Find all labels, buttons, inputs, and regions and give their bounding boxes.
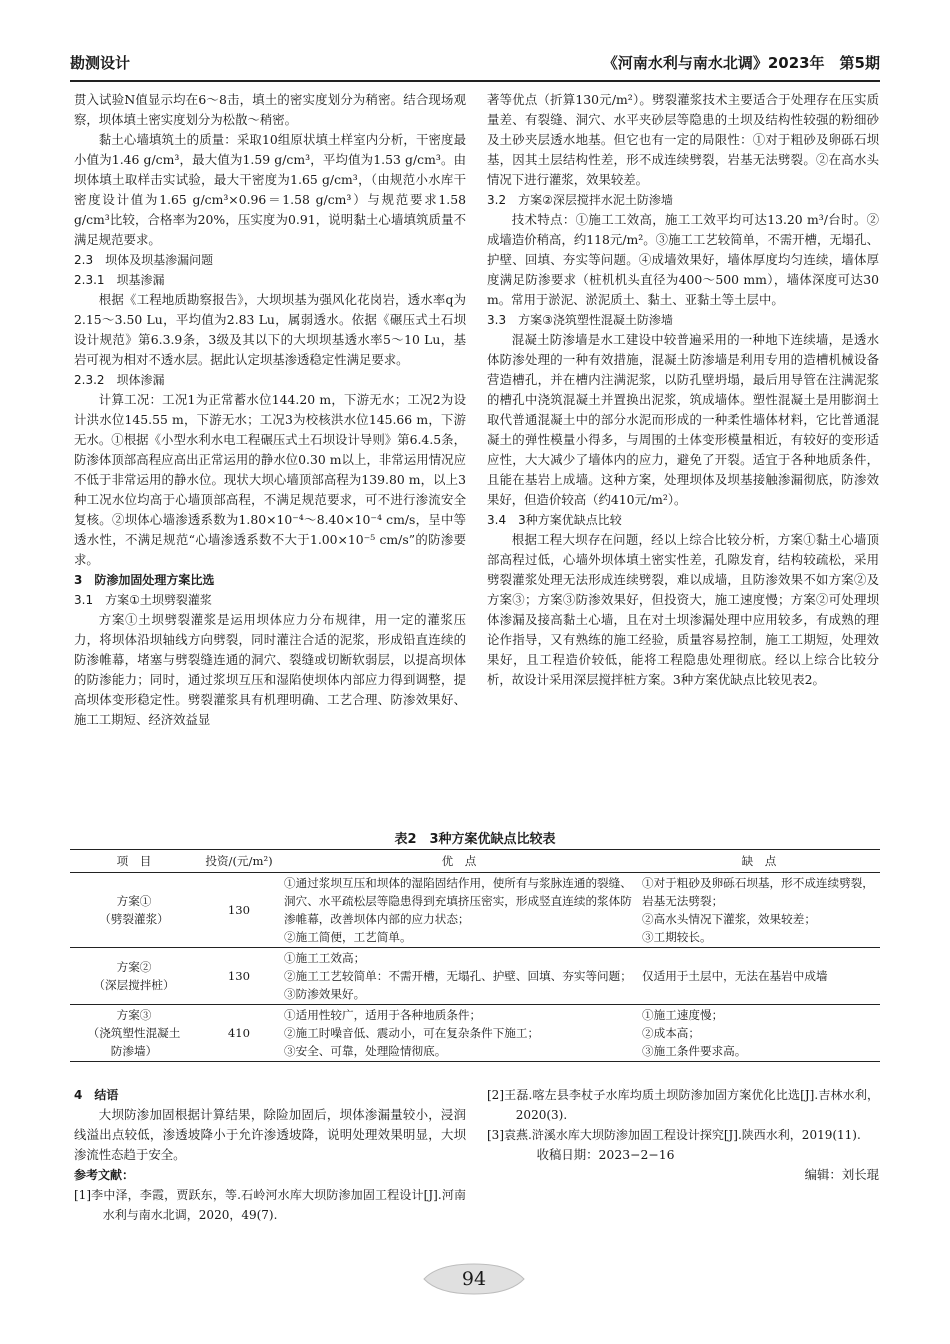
left-column-bottom bbox=[74, 1085, 466, 1225]
table-header-row bbox=[70, 850, 880, 873]
disadvantage-item: ①对于粗砂及卵砾石坝基，形不成连续劈裂，岩基无法劈裂； bbox=[642, 876, 874, 908]
reference-item: [2]王磊.喀左县李杖子水库均质土坝防渗加固方案优化比选[J].吉林水利，2020(3). bbox=[487, 1088, 879, 1122]
running-head-journal: 《河南水利与南水北调》2023年 第5期 bbox=[602, 54, 880, 72]
section-heading: 2.3 坝体及坝基渗漏问题 bbox=[74, 253, 214, 267]
header-cons: 缺 点 bbox=[638, 850, 880, 873]
body-paragraph: 方案①土坝劈裂灌浆是运用坝体应力分布规律，用一定的灌浆压力，将坝体沿坝轴线方向劈裂，同时灌注合适的泥浆，形成铅直连续的防渗帷幕，堵塞与劈裂缝连通的洞穴、裂缝或切断软弱层，以提高坝体的防渗能力；同时，通过浆坝互压和湿陷使坝体内部应力得到调整，提高坝体变形稳定性。劈裂灌浆具有机理明确、工艺合理、防渗效果好、施工工期短、经济效益显 bbox=[74, 612, 466, 727]
scheme-cost: 130 bbox=[198, 948, 280, 1005]
running-head-section: 勘测设计 bbox=[70, 54, 131, 72]
section-heading: 3 防渗加固处理方案比选 bbox=[74, 573, 215, 587]
references-heading: 参考文献： bbox=[74, 1168, 135, 1182]
section-heading: 3.1 方案①土坝劈裂灌浆 bbox=[74, 593, 212, 607]
disadvantage-item: ①施工速度慢； bbox=[642, 1008, 724, 1022]
received-date: 收稿日期：2023−2−16 bbox=[536, 1147, 675, 1162]
header-pros: 优 点 bbox=[280, 850, 638, 873]
scheme-name bbox=[70, 948, 198, 1005]
body-paragraph: 根据工程大坝存在问题，经以上综合比较分析，方案①黏土心墙顶部高程过低，心墙外坝体填土密实性差，孔隙发育，结构较疏松，采用劈裂灌浆处理无法形成连续劈裂，难以成墙，且防渗效果不如方案②及方案③；方案③防渗效果好，但投资大，施工速度慢；方案②可处理坝体渗漏及接高黏土心墙，且在对土坝渗漏处理中应用较多，有成熟的理论作指导，又有熟练的施工经验，质量容易控制，施工工期短，处理效果好，且工程造价较低，能将工程隐患处理彻底。经以上综合比较分析，故设计采用深层搅拌桩方案。3种方案优缺点比较见表2。 bbox=[487, 532, 879, 687]
table-title: 表2 3种方案优缺点比较表 bbox=[394, 832, 556, 847]
header-cost: 投资/(元/m²) bbox=[198, 850, 280, 873]
table-row bbox=[70, 948, 880, 1005]
scheme-pros bbox=[280, 948, 638, 1005]
body-paragraph: 计算工况：工况1为正常蓄水位144.20 m，下游无水；工况2为设计洪水位145.55 m，下游无水；工况3为校核洪水位145.66 m，下游无水。①根据《小型水利水电工程碾压式土石坝设计导则》第6.4.5条，防渗体顶部高程应高出正常运用的静水位0.30 m以上，非常运用情况应不低于非常运用的静水位。现状大坝心墙顶部高程为139.80 m，以上3种工况水位均高于心墙顶部高程，不满足规范要求，可不进行渗流安全复核。②坝体心墙渗透系数为1.80×10⁻⁴～8.40×10⁻⁴ cm/s，呈中等透水性，不满足规范“心墙渗透系数不大于1.00×10⁻⁵ cm/s”的防渗要求。 bbox=[74, 392, 466, 567]
page-number-text: 94 bbox=[461, 1268, 487, 1290]
scheme-name-line: 方案③ bbox=[116, 1008, 152, 1022]
section-heading: 3.4 3种方案优缺点比较 bbox=[487, 513, 622, 527]
scheme-name-line: （深层搅拌桩） bbox=[93, 978, 175, 992]
scheme-cons bbox=[638, 948, 880, 1005]
scheme-name-line: 防渗墙） bbox=[110, 1044, 158, 1058]
body-paragraph: 混凝土防渗墙是水工建设中较普遍采用的一种地下连续墙，是透水体防渗处理的一种有效措施，混凝土防渗墙是利用专用的造槽机械设备营造槽孔，并在槽内注满泥浆，以防孔壁坍塌，最后用导管在注满泥浆的槽孔中浇筑混凝土并置换出泥浆，筑成墙体。塑性混凝土是用膨润土取代普通混凝土中的部分水泥而形成的一种柔性墙体材料，它比普通混凝土的弹性模量小得多，与周围的土体变形模量相近，有较好的变形适应性，大大减少了墙体内的应力，避免了开裂。适宜于各种地质条件，且能在基岩上成墙。这种方案，处理坝体及坝基接触渗漏彻底，防渗效果好，但造价较高（约410元/m²）。 bbox=[487, 332, 879, 507]
body-paragraph: 著等优点（折算130元/m²）。劈裂灌浆技术主要适合于处理存在压实质量差、有裂缝、洞穴、水平夹砂层等隐患的土坝及结构性较强的粉细砂及土砂夹层透水地基。但它也有一定的局限性：①对于粗砂及卵砾石坝基，因其土层结构性差，形不成连续劈裂，岩基无法劈裂。②在高水头情况下进行灌浆，效果较差。 bbox=[487, 92, 879, 187]
advantage-item: ①通过浆坝互压和坝体的湿陷固结作用，使所有与浆脉连通的裂缝、洞穴、水平疏松层等隐患得到充填挤压密实，形成竖直连续的浆体防渗帷幕，改善坝体内部的应力状态； bbox=[284, 876, 632, 926]
disadvantage-item: ②高水头情况下灌浆，效果较差； bbox=[642, 912, 816, 926]
scheme-cost: 130 bbox=[198, 873, 280, 948]
left-column bbox=[74, 90, 466, 730]
advantage-item: ②施工工艺较简单：不需开槽，无塌孔、护壁、回填、夯实等问题； bbox=[284, 969, 632, 983]
conclusion-text: 大坝防渗加固根据计算结果，除险加固后，坝体渗漏量较小，浸润线溢出点较低，渗透坡降小于允许渗透坡降，说明处理效果明显，大坝渗流性态趋于安全。 bbox=[74, 1107, 466, 1162]
advantage-item: ③安全、可靠，处理险情彻底。 bbox=[284, 1044, 447, 1058]
scheme-cons bbox=[638, 1005, 880, 1062]
scheme-pros bbox=[280, 1005, 638, 1062]
scheme-name-line: 方案① bbox=[116, 894, 152, 908]
disadvantage-item: 仅适用于土层中，无法在基岩中成墙 bbox=[642, 969, 828, 983]
section-heading: 2.3.2 坝体渗漏 bbox=[74, 373, 165, 387]
table-row bbox=[70, 873, 880, 948]
right-column-bottom bbox=[487, 1085, 879, 1185]
body-paragraph: 贯入试验N值显示均在6～8击，填土的密实度划分为稍密。结合现场观察，坝体填土密实度划分为松散～稍密。 bbox=[74, 92, 466, 127]
table-body bbox=[70, 873, 880, 1062]
table-row bbox=[70, 1005, 880, 1062]
advantage-item: ②施工简便，工艺简单。 bbox=[284, 930, 412, 944]
right-column bbox=[487, 90, 879, 690]
body-paragraph: 根据《工程地质勘察报告》，大坝坝基为强风化花岗岩，透水率q为2.15～3.50 Lu，平均值为2.83 Lu，属弱透水。依据《碾压式土石坝设计规范》第6.3.9条，3级及其以下的大坝坝基透水率5～10 Lu，基岩可视为相对不透水层。据此认定坝基渗透稳定性满足要求。 bbox=[74, 292, 466, 367]
scheme-pros bbox=[280, 873, 638, 948]
disadvantage-item: ③工期较长。 bbox=[642, 930, 712, 944]
scheme-name bbox=[70, 873, 198, 948]
scheme-name-line: （浇筑塑性混凝土 bbox=[87, 1026, 181, 1040]
disadvantage-item: ③施工条件要求高。 bbox=[642, 1044, 747, 1058]
editor-credit: 编辑：刘长琨 bbox=[804, 1167, 879, 1182]
scheme-cons bbox=[638, 873, 880, 948]
page-number bbox=[418, 1262, 530, 1296]
scheme-name-line: 方案② bbox=[116, 960, 152, 974]
reference-item: [1]李中泽，李霞，贾跃东，等.石岭河水库大坝防渗加固工程设计[J].河南水利与南水北调，2020，49(7). bbox=[74, 1188, 466, 1222]
advantage-item: ①适用性较广，适用于各种地质条件； bbox=[284, 1008, 482, 1022]
reference-item: [3]袁燕.浒溪水库大坝防渗加固工程设计探究[J].陕西水利，2019(11). bbox=[487, 1128, 861, 1142]
scheme-name bbox=[70, 1005, 198, 1062]
disadvantage-item: ②成本高； bbox=[642, 1026, 700, 1040]
body-paragraph: 黏土心墙填筑土的质量：采取10组原状填土样室内分析，干密度最小值为1.46 g/cm³，最大值为1.59 g/cm³，平均值为1.53 g/cm³。由坝体填土取样击实试验，最大干密度为1.65 g/cm³，（由规范小水库干密度设计值为1.65 g/cm³×0.96＝1.58 g/cm³）与规范要求1.58 g/cm³比较，合格率为20%，压实度为0.91，说明黏土心墙填筑质量不满足规范要求。 bbox=[74, 132, 466, 247]
section-heading: 2.3.1 坝基渗漏 bbox=[74, 273, 165, 287]
header-rule bbox=[70, 80, 880, 82]
section-heading: 3.3 方案③浇筑塑性混凝土防渗墙 bbox=[487, 313, 673, 327]
body-paragraph: 技术特点：①施工工效高，施工工效平均可达13.20 m³/台时。②成墙造价稍高，约118元/m²。③施工工艺较简单，不需开槽，无塌孔、护壁、回填、夯实等问题。④成墙效果好，墙体厚度均匀连续，墙体厚度满足防渗要求（桩机机头直径为400～500 mm），墙体深度可达30 m。常用于淤泥、淤泥质土、黏土、亚黏土等土层中。 bbox=[487, 212, 879, 307]
comparison-table bbox=[70, 849, 880, 1062]
scheme-name-line: （劈裂灌浆） bbox=[99, 912, 169, 926]
scheme-cost: 410 bbox=[198, 1005, 280, 1062]
advantage-item: ①施工工效高； bbox=[284, 951, 366, 965]
advantage-item: ③防渗效果好。 bbox=[284, 987, 366, 1001]
header-item: 项 目 bbox=[70, 850, 198, 873]
advantage-item: ②施工时噪音低、震动小，可在复杂条件下施工； bbox=[284, 1026, 540, 1040]
conclusion-heading: 4 结语 bbox=[74, 1088, 119, 1102]
section-heading: 3.2 方案②深层搅拌水泥土防渗墙 bbox=[487, 193, 673, 207]
